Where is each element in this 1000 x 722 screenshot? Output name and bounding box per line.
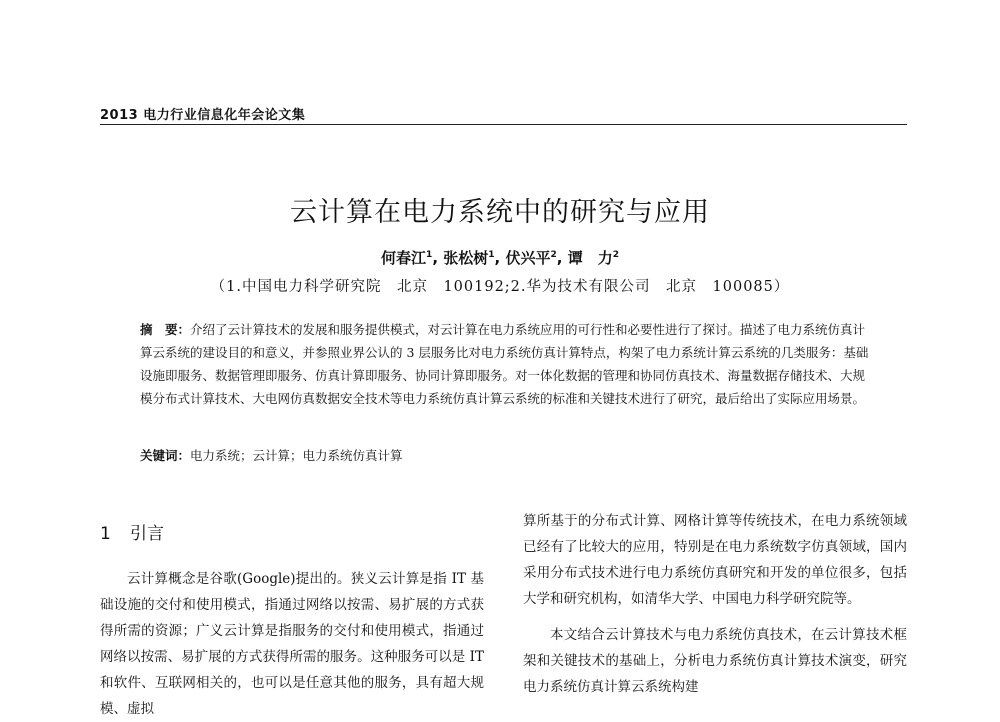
author-affiliation-mark: 1 (488, 250, 495, 260)
section-title: 引言 (130, 524, 164, 544)
paper-title: 云计算在电力系统中的研究与应用 (290, 197, 710, 228)
author-name: 伏兴平 (505, 249, 551, 267)
left-column (100, 520, 484, 722)
author-list (0, 247, 1000, 268)
keywords (140, 446, 870, 466)
abstract (140, 318, 870, 410)
author-name: 谭 力 (567, 249, 613, 267)
running-header: 2013 电力行业信息化年会论文集 (100, 108, 306, 123)
keywords-text: 电力系统；云计算；电力系统仿真计算 (190, 448, 403, 463)
author-name: 张松树 (443, 249, 489, 267)
author-separator: , (494, 249, 501, 267)
header-rule (100, 124, 907, 125)
author-separator: , (432, 249, 439, 267)
affiliation: （1.中国电力科学研究院 北京 100192;2.华为技术有限公司 北京 100085） (210, 279, 790, 295)
author-affiliation-mark: 1 (426, 250, 433, 260)
body-paragraph: 本文结合云计算技术与电力系统仿真技术，在云计算技术框架和关键技术的基础上，分析电力系统仿真计算技术演变，研究电力系统仿真计算云系统构建 (523, 627, 907, 695)
right-column (523, 508, 907, 700)
abstract-text: 介绍了云计算技术的发展和服务提供模式，对云计算在电力系统应用的可行性和必要性进行了探讨。描述了电力系统仿真计算云系统的建设目的和意义，并参照业界公认的 3 层服务比对电力系统仿真计算特点，构架了电力系统计算云系统的几类服务：基础设施即服务、数据管理即服务、仿真计算即服务、协同计算即服务。对一体化数据的管理和协同仿真技术、海量数据存储技术、大规模分布式计算技术、大电网仿真数据安全技术等电力系统仿真计算云系统的标准和关键技术进行了研究，最后给出了实际应用场景。 (140, 322, 869, 406)
keywords-label: 关键词： (140, 448, 191, 463)
author-name: 何春江 (381, 249, 427, 267)
abstract-label: 摘 要： (140, 322, 191, 337)
author-affiliation-mark: 2 (612, 250, 619, 260)
body-paragraph: 算所基于的分布式计算、网格计算等传统技术，在电力系统领域已经有了比较大的应用，特别是在电力系统数字仿真领域，国内采用分布式技术进行电力系统仿真研究和开发的单位很多，包括大学和研究机构，如清华大学、中国电力科学研究院等。 (523, 513, 907, 607)
author-affiliation-mark: 2 (550, 250, 557, 260)
body-paragraph: 云计算概念是谷歌(Google)提出的。狭义云计算是指 IT 基础设施的交付和使用模式，指通过网络以按需、易扩展的方式获得所需的资源；广义云计算是指服务的交付和使用模式，指通过网络以按需、易扩展的方式获得所需的服务。这种服务可以是 IT 和软件、互联网相关的，也可以是任意其他的服务，具有超大规模、虚拟 (100, 571, 484, 717)
author-separator: , (556, 249, 563, 267)
section-number: 1 (100, 524, 111, 544)
section-heading (100, 520, 484, 548)
